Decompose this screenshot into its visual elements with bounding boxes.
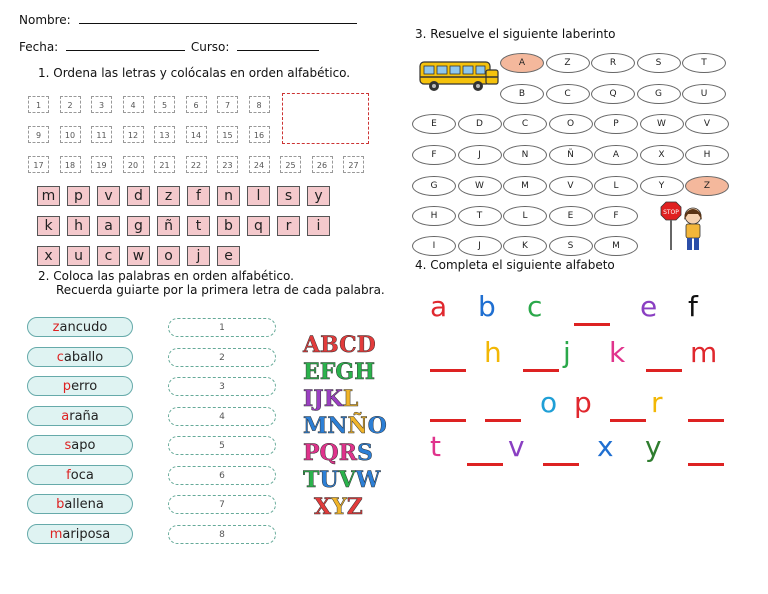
- alphabet-letter: y: [645, 430, 662, 463]
- alphabet-blank[interactable]: [610, 419, 646, 422]
- number-box[interactable]: 4: [123, 96, 144, 113]
- word-pill[interactable]: [27, 435, 133, 455]
- course-label: Curso:: [190, 40, 230, 54]
- maze-cell[interactable]: W: [640, 114, 684, 134]
- alphabet-letter: h: [484, 336, 502, 369]
- word-rest: raña: [69, 408, 99, 424]
- letter-tile[interactable]: o: [157, 246, 180, 266]
- date-label: Fecha:: [19, 40, 59, 54]
- section2-title: 2. Coloca las palabras en orden alfabético.: [38, 269, 294, 283]
- section2-subtitle: Recuerda guiarte por la primera letra de cada palabra.: [56, 283, 385, 297]
- section3-title: 3. Resuelve el siguiente laberinto: [415, 27, 616, 41]
- word-rest: allena: [64, 497, 104, 512]
- maze-cell[interactable]: E: [549, 206, 593, 226]
- abc-letter: M: [303, 413, 328, 439]
- word-rest: ancudo: [59, 320, 108, 335]
- maze-cell[interactable]: Ñ: [549, 145, 593, 165]
- maze-cell[interactable]: P: [594, 114, 638, 134]
- maze-cell[interactable]: T: [458, 206, 502, 226]
- maze-cell[interactable]: E: [412, 114, 456, 134]
- maze-cell[interactable]: I: [412, 236, 456, 256]
- word-rest: aballo: [63, 349, 104, 365]
- maze-cell[interactable]: C: [546, 84, 590, 104]
- number-box[interactable]: 14: [186, 126, 207, 143]
- maze-cell[interactable]: U: [682, 84, 726, 104]
- alphabet-blank[interactable]: [646, 369, 682, 372]
- number-box[interactable]: 18: [60, 156, 81, 173]
- date-line[interactable]: [66, 38, 185, 51]
- letter-tile[interactable]: d: [127, 186, 150, 206]
- letter-tile[interactable]: m: [37, 186, 60, 206]
- number-box[interactable]: 10: [60, 126, 81, 143]
- number-box[interactable]: 7: [217, 96, 238, 113]
- course-line[interactable]: [237, 38, 319, 51]
- letter-tile[interactable]: c: [97, 246, 120, 266]
- maze-cell[interactable]: Q: [591, 84, 635, 104]
- answer-box[interactable]: [282, 93, 369, 144]
- letter-tile[interactable]: i: [307, 216, 330, 236]
- abc-letter: G: [335, 359, 355, 385]
- answer-slot[interactable]: 1: [168, 318, 276, 337]
- letter-tile[interactable]: p: [67, 186, 90, 206]
- alphabet-letter: c: [527, 290, 543, 323]
- number-box[interactable]: 15: [217, 126, 238, 143]
- maze-cell[interactable]: T: [682, 53, 726, 73]
- abc-letter: V: [338, 467, 356, 493]
- word-first-letter: z: [52, 320, 60, 335]
- section4-title: 4. Completa el siguiente alfabeto: [415, 258, 615, 272]
- maze-cell[interactable]: X: [640, 145, 684, 165]
- number-box[interactable]: 26: [312, 156, 333, 173]
- word-pill[interactable]: [27, 347, 133, 367]
- word-pill[interactable]: [27, 465, 133, 485]
- alphabet-blank[interactable]: [688, 463, 724, 466]
- maze-cell[interactable]: G: [412, 176, 456, 196]
- maze-cell[interactable]: O: [549, 114, 593, 134]
- date-course-field: [19, 38, 319, 54]
- letter-tile[interactable]: r: [277, 216, 300, 236]
- number-box[interactable]: 1: [28, 96, 49, 113]
- number-box[interactable]: 3: [91, 96, 112, 113]
- abc-row: [303, 359, 375, 385]
- number-box[interactable]: 21: [154, 156, 175, 173]
- word-rest: oca: [70, 467, 94, 483]
- abc-letter: Z: [346, 494, 363, 520]
- maze-cell[interactable]: S: [637, 53, 681, 73]
- alphabet-blank[interactable]: [467, 463, 503, 466]
- maze-cell[interactable]: A: [594, 145, 638, 165]
- maze-cell[interactable]: S: [549, 236, 593, 256]
- abc-row: [303, 440, 373, 466]
- word-pill[interactable]: [27, 494, 133, 514]
- abc-letter: P: [303, 440, 320, 466]
- letter-tile[interactable]: t: [187, 216, 210, 236]
- number-box[interactable]: 16: [249, 126, 270, 143]
- abc-letter: K: [323, 386, 343, 412]
- letter-tile[interactable]: e: [217, 246, 240, 266]
- abc-letter: C: [339, 332, 357, 358]
- word-pill[interactable]: [27, 317, 133, 337]
- number-box[interactable]: 25: [280, 156, 301, 173]
- alphabet-letter: p: [574, 386, 592, 419]
- alphabet-letter: j: [563, 336, 571, 369]
- maze-cell[interactable]: J: [458, 145, 502, 165]
- letter-tile[interactable]: g: [127, 216, 150, 236]
- letter-tile[interactable]: n: [217, 186, 240, 206]
- abc-letter: E: [303, 359, 320, 385]
- maze-cell[interactable]: C: [503, 114, 547, 134]
- maze-cell[interactable]: M: [594, 236, 638, 256]
- abc-row: [303, 467, 380, 493]
- alphabet-blank[interactable]: [430, 419, 466, 422]
- maze-cell[interactable]: Z: [685, 176, 729, 196]
- abc-letter: Q: [319, 440, 339, 466]
- abc-letter: U: [319, 467, 339, 493]
- number-box[interactable]: 27: [343, 156, 364, 173]
- alphabet-letter: b: [478, 290, 496, 323]
- alphabet-letter: a: [430, 290, 448, 323]
- name-field: [19, 11, 357, 27]
- number-box[interactable]: 20: [123, 156, 144, 173]
- number-box[interactable]: 22: [186, 156, 207, 173]
- letter-tile[interactable]: j: [187, 246, 210, 266]
- letter-tile[interactable]: w: [127, 246, 150, 266]
- abc-letter: R: [338, 440, 358, 466]
- abc-row: [303, 332, 376, 358]
- number-box[interactable]: 19: [91, 156, 112, 173]
- school-bus-icon: [418, 58, 500, 94]
- maze-cell[interactable]: R: [591, 53, 635, 73]
- number-box[interactable]: 17: [28, 156, 49, 173]
- word-pill[interactable]: [27, 524, 133, 544]
- maze-cell[interactable]: A: [500, 53, 544, 73]
- word-rest: erro: [71, 379, 98, 394]
- maze-cell[interactable]: G: [637, 84, 681, 104]
- alphabet-blank[interactable]: [688, 419, 724, 422]
- letter-tile[interactable]: s: [277, 186, 300, 206]
- name-line[interactable]: [79, 11, 357, 24]
- maze-cell[interactable]: V: [685, 114, 729, 134]
- alphabet-letter: t: [430, 430, 441, 463]
- alphabet-blank[interactable]: [430, 369, 466, 372]
- letter-tile[interactable]: y: [307, 186, 330, 206]
- word-first-letter: m: [49, 526, 63, 542]
- abc-row: [314, 494, 363, 520]
- maze-cell[interactable]: K: [503, 236, 547, 256]
- answer-slot[interactable]: 2: [168, 348, 276, 367]
- abc-letter: S: [357, 440, 373, 466]
- maze-cell[interactable]: B: [500, 84, 544, 104]
- maze-cell[interactable]: W: [458, 176, 502, 196]
- word-first-letter: b: [56, 497, 65, 512]
- word-rest: apo: [71, 438, 96, 453]
- abc-letter: H: [354, 359, 375, 385]
- abc-letter: Ñ: [347, 413, 368, 439]
- word-pill[interactable]: [27, 376, 133, 396]
- abc-row: [303, 413, 387, 439]
- answer-slot[interactable]: 5: [168, 436, 276, 455]
- number-box[interactable]: 2: [60, 96, 81, 113]
- letter-tile[interactable]: l: [247, 186, 270, 206]
- abc-letter: Y: [331, 494, 347, 520]
- abc-letter: T: [303, 467, 320, 493]
- abc-letter: I: [303, 386, 314, 412]
- section1-title: 1. Ordena las letras y colócalas en orden alfabético.: [38, 66, 351, 80]
- abc-letter: L: [342, 386, 359, 412]
- maze-cell[interactable]: N: [503, 145, 547, 165]
- number-box[interactable]: 24: [249, 156, 270, 173]
- letter-tile[interactable]: v: [97, 186, 120, 206]
- letter-tile[interactable]: f: [187, 186, 210, 206]
- maze-cell[interactable]: Z: [546, 53, 590, 73]
- stop-girl-icon: [660, 200, 706, 252]
- number-box[interactable]: 23: [217, 156, 238, 173]
- number-box[interactable]: 12: [123, 126, 144, 143]
- alphabet-letter: f: [688, 290, 698, 323]
- maze-cell[interactable]: H: [412, 206, 456, 226]
- alphabet-letter: v: [508, 430, 525, 463]
- stop-sign-text: STOP: [663, 209, 679, 216]
- number-box[interactable]: 11: [91, 126, 112, 143]
- word-first-letter: c: [56, 349, 64, 365]
- alphabet-letter: e: [640, 290, 658, 323]
- letter-tile[interactable]: q: [247, 216, 270, 236]
- alphabet-blank[interactable]: [574, 323, 610, 326]
- word-rest: ariposa: [62, 526, 111, 542]
- maze-cell[interactable]: L: [594, 176, 638, 196]
- abc-letter: F: [319, 359, 336, 385]
- abc-letter: J: [313, 386, 324, 412]
- maze-cell[interactable]: J: [458, 236, 502, 256]
- abc-letter: A: [303, 332, 321, 358]
- letter-tile[interactable]: x: [37, 246, 60, 266]
- letter-tile[interactable]: b: [217, 216, 240, 236]
- letter-tile[interactable]: ñ: [157, 216, 180, 236]
- alphabet-letter: k: [609, 336, 626, 369]
- abc-letter: O: [367, 413, 387, 439]
- letter-tile[interactable]: k: [37, 216, 60, 236]
- abc-letter: D: [356, 332, 376, 358]
- abc-letter: W: [355, 467, 381, 493]
- word-first-letter: f: [66, 467, 71, 483]
- alphabet-letter: r: [651, 386, 663, 419]
- answer-slot[interactable]: 7: [168, 495, 276, 514]
- alphabet-blank[interactable]: [485, 419, 521, 422]
- abc-letter: B: [320, 332, 340, 358]
- number-box[interactable]: 5: [154, 96, 175, 113]
- word-first-letter: a: [61, 408, 70, 424]
- word-first-letter: s: [64, 438, 72, 453]
- abc-letter: X: [314, 494, 332, 520]
- maze-cell[interactable]: D: [458, 114, 502, 134]
- maze-cell[interactable]: Y: [640, 176, 684, 196]
- abc-row: [303, 386, 358, 412]
- maze-cell[interactable]: F: [412, 145, 456, 165]
- answer-slot[interactable]: 6: [168, 466, 276, 485]
- word-first-letter: p: [62, 379, 72, 394]
- maze-cell[interactable]: H: [685, 145, 729, 165]
- letter-tile[interactable]: a: [97, 216, 120, 236]
- number-box[interactable]: 9: [28, 126, 49, 143]
- number-box[interactable]: 13: [154, 126, 175, 143]
- answer-slot[interactable]: 3: [168, 377, 276, 396]
- letter-tile[interactable]: z: [157, 186, 180, 206]
- maze-cell[interactable]: M: [503, 176, 547, 196]
- alphabet-letter: m: [690, 336, 718, 369]
- word-pill[interactable]: [27, 406, 133, 426]
- abc-letter: N: [327, 413, 348, 439]
- maze-cell[interactable]: V: [549, 176, 593, 196]
- maze-cell[interactable]: F: [594, 206, 638, 226]
- number-box[interactable]: 6: [186, 96, 207, 113]
- maze-cell[interactable]: L: [503, 206, 547, 226]
- alphabet-blank[interactable]: [543, 463, 579, 466]
- number-box[interactable]: 8: [249, 96, 270, 113]
- answer-slot[interactable]: 8: [168, 525, 276, 544]
- alphabet-letter: x: [597, 430, 614, 463]
- answer-slot[interactable]: 4: [168, 407, 276, 426]
- alphabet-letter: o: [540, 386, 558, 419]
- letter-tile[interactable]: h: [67, 216, 90, 236]
- name-label: Nombre:: [19, 13, 71, 27]
- alphabet-blank[interactable]: [523, 369, 559, 372]
- letter-tile[interactable]: u: [67, 246, 90, 266]
